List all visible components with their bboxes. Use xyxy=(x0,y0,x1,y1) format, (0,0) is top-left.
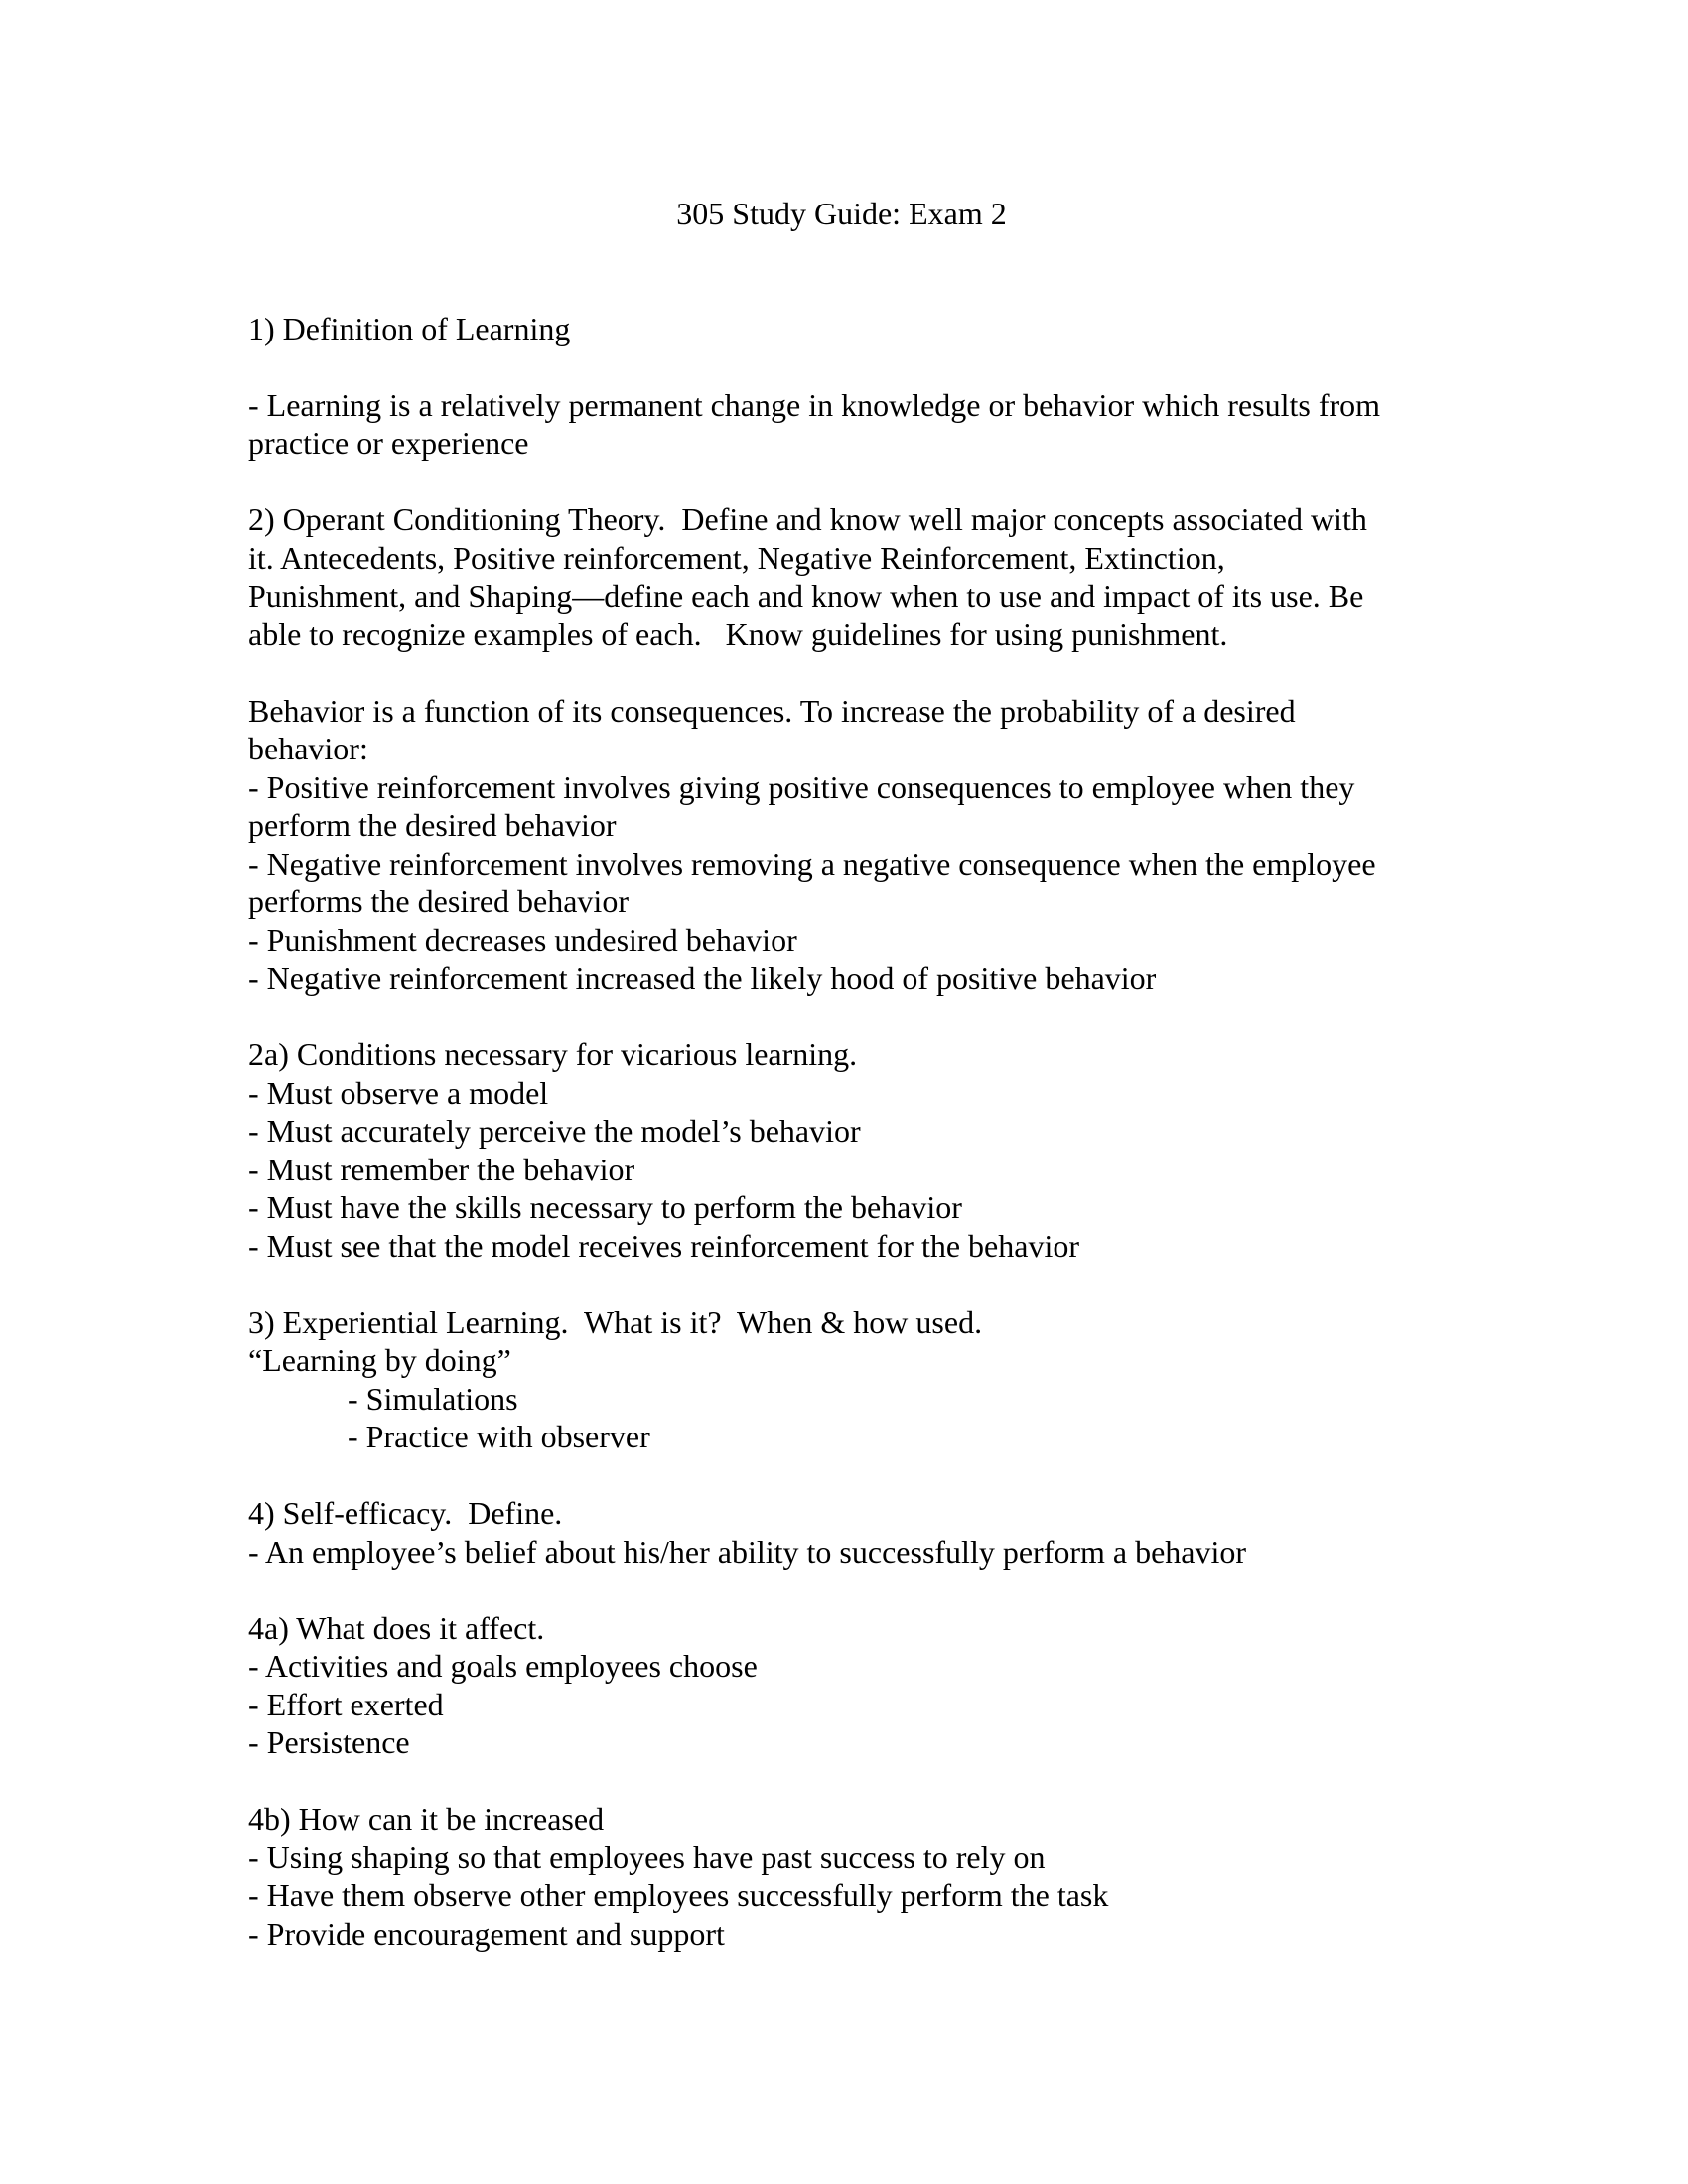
text-line: - Must accurately perceive the model’s behavior xyxy=(248,1113,861,1149)
text-line: - Must have the skills necessary to perform the behavior xyxy=(248,1189,962,1225)
text-line: 4a) What does it affect. xyxy=(248,1609,545,1646)
paragraph-block xyxy=(248,310,1435,348)
text-line: - An employee’s belief about his/her ability to successfully perform a behavior xyxy=(248,1533,1247,1570)
text-line: - Punishment decreases undesired behavior xyxy=(248,921,797,958)
paragraph-block xyxy=(248,1494,1435,1570)
paragraph-block xyxy=(248,1800,1435,1953)
text-line: - Positive reinforcement involves giving positive consequences to employee when they xyxy=(248,768,1355,805)
text-line: - Must remember the behavior xyxy=(248,1151,635,1187)
document-body xyxy=(248,310,1435,1954)
text-line: - Must see that the model receives reinforcement for the behavior xyxy=(248,1227,1079,1264)
text-line: behavior: xyxy=(248,731,368,766)
text-line: - Using shaping so that employees have past success to rely on xyxy=(248,1839,1046,1875)
text-line: 4) Self-efficacy. Define. xyxy=(248,1495,563,1531)
text-line: - Provide encouragement and support xyxy=(248,1915,725,1952)
text-line: 2a) Conditions necessary for vicarious learning. xyxy=(248,1036,858,1072)
document-title: 305 Study Guide: Exam 2 xyxy=(676,196,1007,231)
text-line: Punishment, and Shaping—define each and know when to use and impact of its use. Be xyxy=(248,578,1364,614)
text-line: practice or experience xyxy=(248,425,529,461)
text-line: - Simulations xyxy=(348,1380,518,1417)
text-line: - Must observe a model xyxy=(248,1074,549,1111)
text-line: - Negative reinforcement involves removing a negative consequence when the employee xyxy=(248,845,1376,882)
paragraph-block xyxy=(248,1303,1435,1456)
text-line: 2) Operant Conditioning Theory. Define and know well major concepts associated with xyxy=(248,501,1367,537)
text-line: - Activities and goals employees choose xyxy=(248,1648,758,1684)
paragraph-block xyxy=(248,386,1435,463)
text-line: perform the desired behavior xyxy=(248,807,617,843)
text-line: 1) Definition of Learning xyxy=(248,310,571,346)
text-line: “Learning by doing” xyxy=(248,1342,511,1378)
text-line: able to recognize examples of each. Know guidelines for using punishment. xyxy=(248,615,1228,652)
text-line: - Have them observe other employees successfully perform the task xyxy=(248,1877,1109,1913)
text-line: - Negative reinforcement increased the likely hood of positive behavior xyxy=(248,960,1157,996)
text-line: - Effort exerted xyxy=(248,1686,444,1722)
text-line: 3) Experiential Learning. What is it? When & how used. xyxy=(248,1303,983,1340)
paragraph-block xyxy=(248,500,1435,653)
paragraph-block xyxy=(248,692,1435,998)
text-line: 4b) How can it be increased xyxy=(248,1801,605,1837)
text-line: - Persistence xyxy=(248,1724,410,1760)
text-line: Behavior is a function of its consequences. To increase the probability of a desired xyxy=(248,692,1296,729)
paragraph-block xyxy=(248,1609,1435,1762)
text-line: - Practice with observer xyxy=(348,1419,650,1454)
text-line: performs the desired behavior xyxy=(248,884,629,919)
text-line: - Learning is a relatively permanent change in knowledge or behavior which results from xyxy=(248,386,1381,423)
paragraph-block xyxy=(248,1035,1435,1265)
text-line: it. Antecedents, Positive reinforcement, Negative Reinforcement, Extinction, xyxy=(248,539,1225,576)
